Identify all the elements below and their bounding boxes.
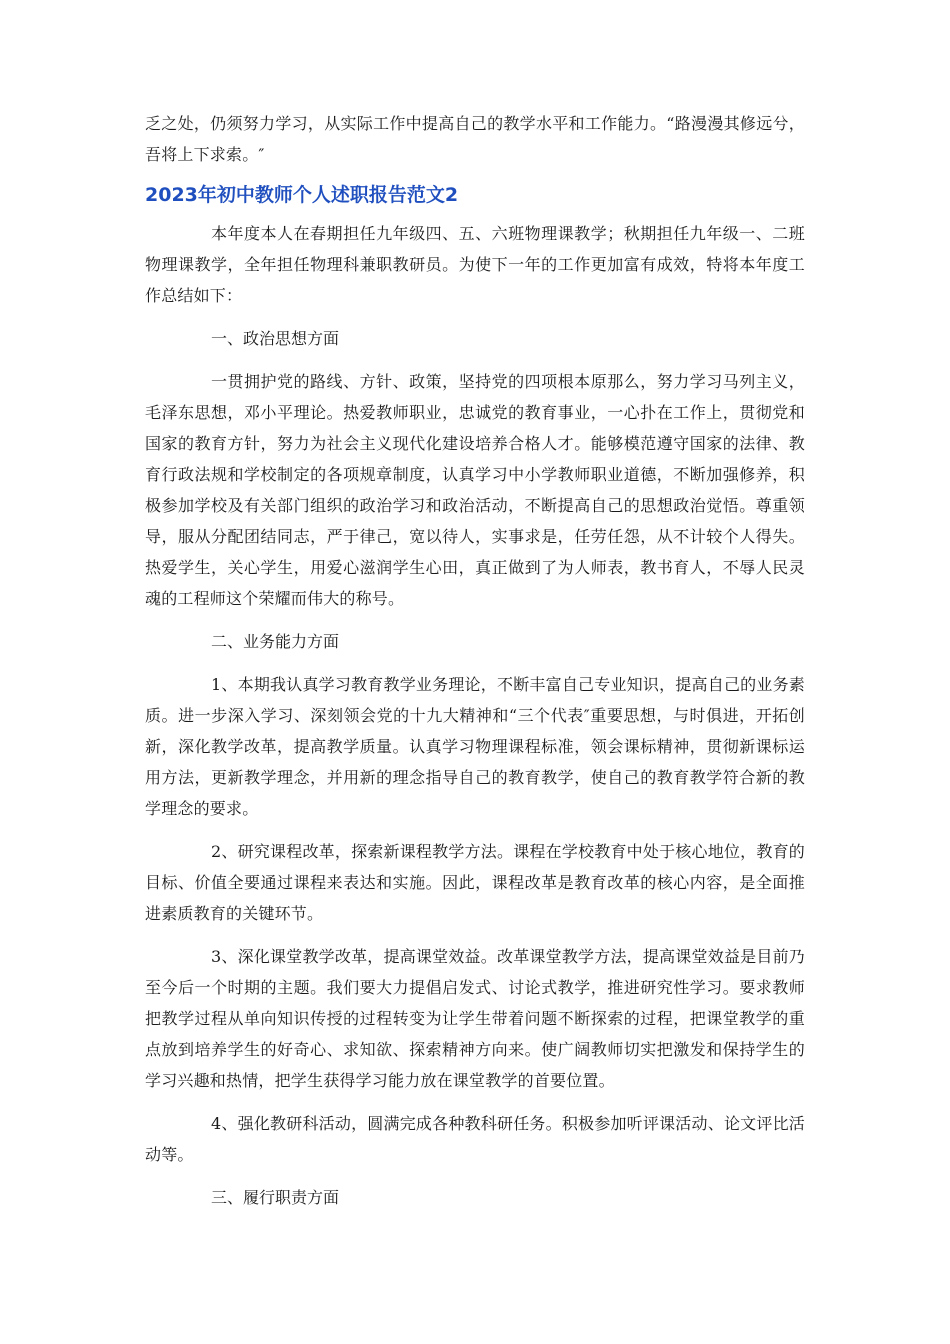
- section3-heading: 三、履行职责方面: [211, 1188, 340, 1207]
- section2-heading: 二、业务能力方面: [211, 632, 340, 651]
- intro-paragraph: 本年度本人在春期担任九年级四、五、六班物理课教学；秋期担任九年级一、二班物理课教学，全年担任物理科兼职教研员。为使下一年的工作更加富有成效，特将本年度工作总结如下：: [145, 224, 805, 305]
- section2-item1: 1、本期我认真学习教育教学业务理论，不断丰富自己专业知识，提高自己的业务素质。进一步深入学习、深刻领会党的十九大精神和“三个代表″重要思想，与时俱进，开拓创新，深化教学改革，提高教学质量。认真学习物理课程标准，领会课标精神，贯彻新课标运用方法，更新教学理念，并用新的理念指导自己的教育教学，使自己的教育教学符合新的教学理念的要求。: [145, 675, 805, 818]
- section1-heading: 一、政治思想方面: [211, 329, 340, 348]
- section2-item2: 2、研究课程改革，探索新课程教学方法。课程在学校教育中处于核心地位，教育的目标、价值全要通过课程来表达和实施。因此，课程改革是教育改革的核心内容，是全面推进素质教育的关键环节。: [145, 842, 805, 923]
- intro-continuation: 乏之处，仍须努力学习，从实际工作中提高自己的教学水平和工作能力。“路漫漫其修远兮，吾将上下求索。″: [145, 114, 805, 164]
- report-title: 2023年初中教师个人述职报告范文2: [145, 184, 459, 206]
- section2-item3: 3、深化课堂教学改革，提高课堂效益。改革课堂教学方法，提高课堂效益是目前乃至今后一个时期的主题。我们要大力提倡启发式、讨论式教学，推进研究性学习。要求教师把教学过程从单向知识传授的过程转变为让学生带着问题不断探索的过程，把课堂教学的重点放到培养学生的好奇心、求知欲、探索精神方向来。使广阔教师切实把激发和保持学生的学习兴趣和热情，把学生获得学习能力放在课堂教学的首要位置。: [145, 947, 805, 1090]
- document-page: [145, 108, 805, 1213]
- section2-item4: 4、强化教研科活动，圆满完成各种教科研任务。积极参加听评课活动、论文评比活动等。: [145, 1114, 805, 1164]
- section1-body: 一贯拥护党的路线、方针、政策，坚持党的四项根本原那么，努力学习马列主义，毛泽东思想，邓小平理论。热爱教师职业，忠诚党的教育事业，一心扑在工作上，贯彻党和国家的教育方针，努力为社会主义现代化建设培养合格人才。能够模范遵守国家的法律、教育行政法规和学校制定的各项规章制度，认真学习中小学教师职业道德，不断加强修养，积极参加学校及有关部门组织的政治学习和政治活动，不断提高自己的思想政治觉悟。尊重领导，服从分配团结同志，严于律己，宽以待人，实事求是，任劳任怨，从不计较个人得失。热爱学生，关心学生，用爱心滋润学生心田，真正做到了为人师表，教书育人，不辱人民灵魂的工程师这个荣耀而伟大的称号。: [145, 372, 805, 608]
